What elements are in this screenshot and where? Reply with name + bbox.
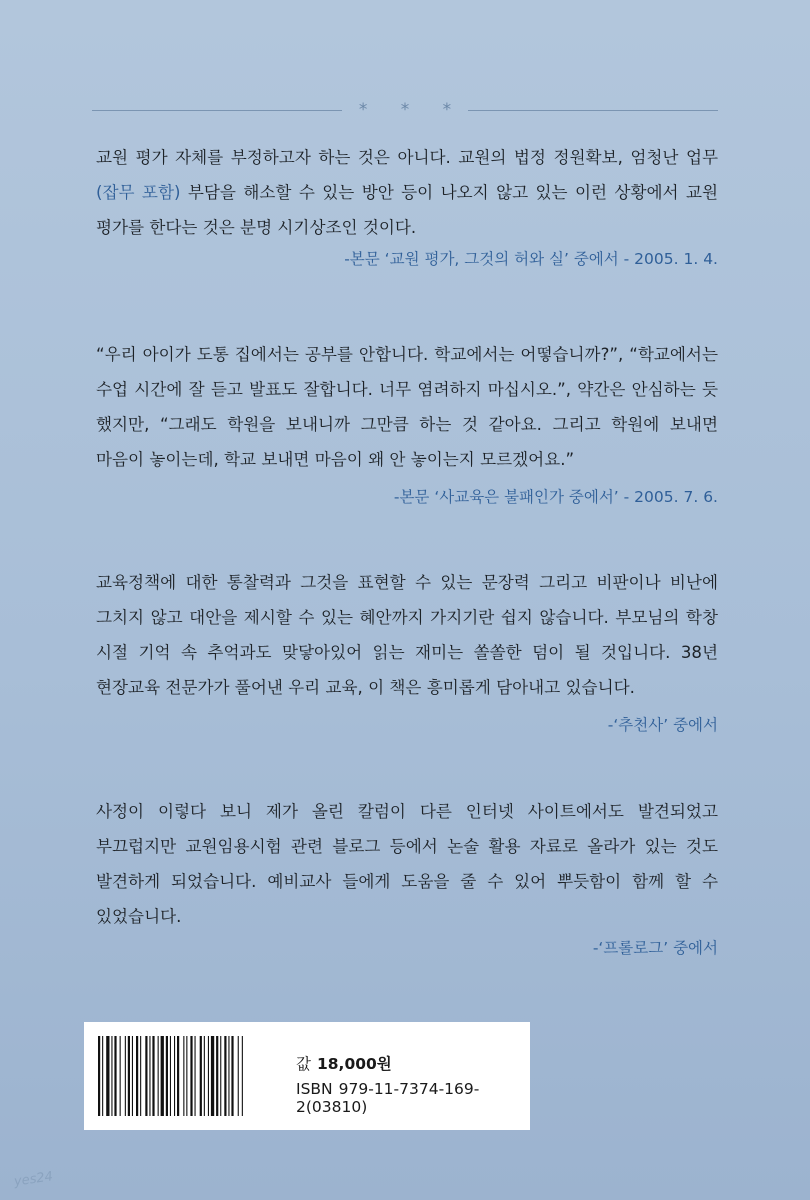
divider-line-right xyxy=(468,110,718,111)
section-divider xyxy=(92,100,718,120)
quote-3-text: 교육정책에 대한 통찰력과 그것을 표현할 수 있는 문장력 그리고 비판이나 비난에 그치지 않고 대안을 제시할 수 있는 혜안까지 가지기란 쉽지 않습니다. 부모님의 학창 시절 기억 속 추억과도 맞닿아있어 읽는 재미는 쏠쏠한 덤이 될 것입니다. 38년 현장교육 전문가가 풀어낸 우리 교육, 이 책은 흥미롭게 담아내고 있습니다. xyxy=(96,573,718,697)
quote-1-text-part: 교원 평가 자체를 부정하고자 하는 것은 아니다. 교원의 법정 정원확보, 엄청난 업무 xyxy=(96,148,718,167)
quote-4-source: -‘프롤로그’ 중에서 xyxy=(592,939,718,957)
quote-1-text-part: 부담을 해소할 수 있는 방안 등이 나오지 않고 있는 이런 상황에서 교원 평가를 한다는 것은 분명 시기상조인 것이다. xyxy=(96,183,719,237)
quote-1-source: -본문 ‘교원 평가, 그것의 허와 실’ 중에서 - 2005. 1. 4. xyxy=(344,250,718,268)
divider-stars: * * * xyxy=(358,100,466,120)
watermark-logo: yes24 xyxy=(13,1169,54,1190)
price-label: 값 xyxy=(296,1055,311,1073)
quote-4 xyxy=(96,794,718,962)
quote-3 xyxy=(96,565,718,739)
quote-2 xyxy=(96,337,718,511)
quote-1-highlight: (잡무 포함) xyxy=(96,183,181,202)
barcode-box xyxy=(84,1022,530,1130)
quote-2-source: -본문 ‘사교육은 불패인가 중에서’ - 2005. 7. 6. xyxy=(393,488,718,506)
quote-3-source: -‘추천사’ 중에서 xyxy=(607,716,718,734)
divider-line-left xyxy=(92,110,342,111)
quote-1 xyxy=(96,140,718,273)
isbn-label: ISBN xyxy=(296,1080,333,1098)
quote-4-text: 사정이 이렇다 보니 제가 올린 칼럼이 다른 인터넷 사이트에서도 발견되었고 부끄럽지만 교원임용시험 관련 블로그 등에서 논술 활용 자료로 올라가 있는 것도 발견하게 되었습니다. 예비교사 들에게 도움을 줄 수 있어 뿌듯함이 함께 할 수 있었습니다. xyxy=(96,802,718,926)
isbn xyxy=(296,1080,530,1116)
price-value: 18,000원 xyxy=(316,1055,392,1073)
quote-1-text xyxy=(96,140,718,245)
quote-2-text: “우리 아이가 도통 집에서는 공부를 안합니다. 학교에서는 어떻습니까?”, “학교에서는 수업 시간에 잘 듣고 발표도 잘합니다. 너무 염려하지 마십시오.”, 약간은 안심하는 듯 했지만, “그래도 학원을 보내니까 그만큼 하는 것 같아요. 그리고 학원에 보내면 마음이 놓이는데, 학교 보내면 마음이 왜 안 놓이는지 모르겠어요.” xyxy=(96,345,718,469)
isbn-value: 979-11-7374-169-2(03810) xyxy=(296,1080,480,1116)
price xyxy=(296,1052,392,1074)
barcode-image xyxy=(96,1036,284,1116)
